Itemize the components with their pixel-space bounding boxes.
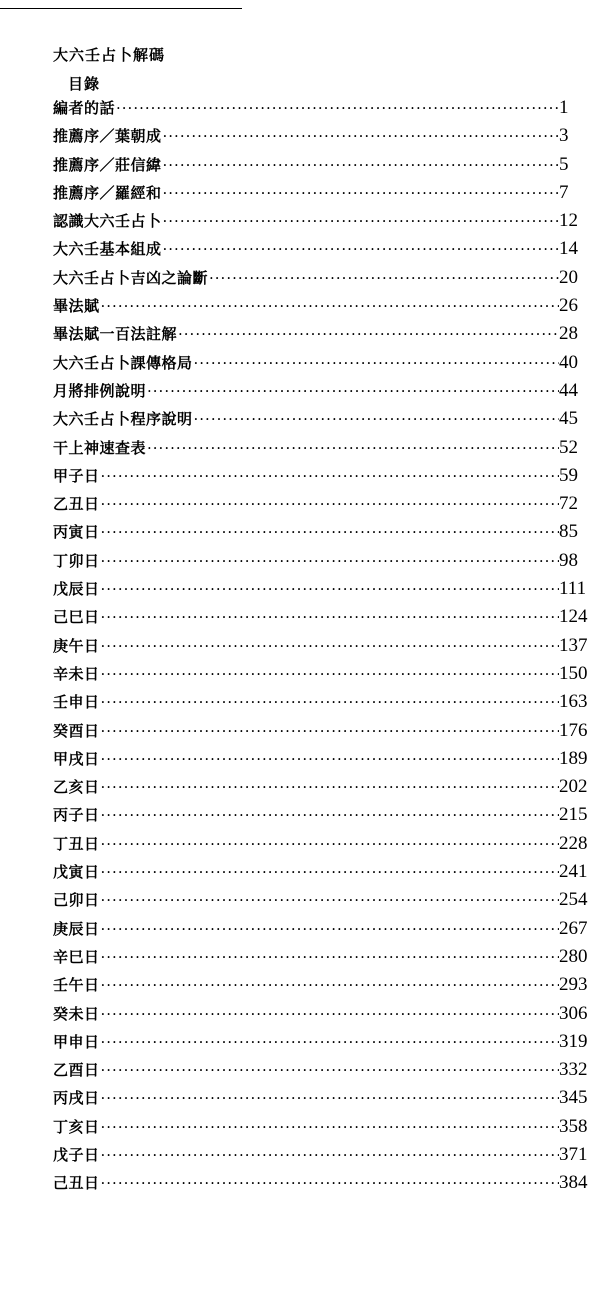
toc-entry[interactable]	[53, 323, 601, 351]
toc-entry[interactable]	[53, 691, 601, 719]
toc-entry-title: 己卯日	[53, 891, 100, 910]
toc-entry-title: 庚午日	[53, 636, 100, 655]
toc-entry-page-number: 176	[559, 719, 588, 741]
toc-entry[interactable]	[53, 1144, 601, 1172]
toc-entry-page-number: 124	[559, 606, 588, 628]
dot-leader	[100, 523, 559, 541]
toc-entry-page-number: 14	[559, 238, 578, 260]
toc-entry[interactable]	[53, 521, 601, 549]
toc-entry[interactable]	[53, 635, 601, 663]
dot-leader	[100, 495, 559, 513]
toc-entry-page-number: 358	[559, 1115, 588, 1137]
toc-entry-title: 戊辰日	[53, 580, 100, 599]
toc-entry-page-number: 371	[559, 1143, 588, 1165]
toc-entry[interactable]	[53, 352, 601, 380]
toc-entry-title: 癸酉日	[53, 721, 100, 740]
dot-leader	[100, 806, 559, 824]
toc-entry[interactable]	[53, 408, 601, 436]
toc-entry-page-number: 59	[559, 464, 578, 486]
dot-leader	[100, 948, 559, 966]
toc-entry-page-number: 137	[559, 634, 588, 656]
toc-entry-title: 丙寅日	[53, 523, 100, 542]
toc-entry-page-number: 3	[559, 125, 569, 147]
toc-entry-title: 己巳日	[53, 608, 100, 627]
toc-entry[interactable]	[53, 125, 601, 153]
toc-entry-title: 甲子日	[53, 466, 100, 485]
toc-entry[interactable]	[53, 550, 601, 578]
toc-entry[interactable]	[53, 437, 601, 465]
dot-leader	[100, 297, 559, 315]
toc-entry[interactable]	[53, 776, 601, 804]
dot-leader	[146, 382, 559, 400]
top-rule	[0, 8, 242, 9]
toc-entry-title: 大六壬占卜課傳格局	[53, 353, 193, 372]
table-of-contents	[53, 97, 601, 1201]
toc-entry-title: 辛未日	[53, 664, 100, 683]
toc-entry-title: 丁亥日	[53, 1117, 100, 1136]
dot-leader	[162, 212, 559, 230]
toc-entry-page-number: 12	[559, 210, 578, 232]
toc-entry-page-number: 280	[559, 945, 588, 967]
toc-entry-page-number: 28	[559, 323, 578, 345]
toc-entry[interactable]	[53, 97, 601, 125]
toc-entry[interactable]	[53, 1003, 601, 1031]
toc-entry-page-number: 20	[559, 266, 578, 288]
toc-entry-page-number: 293	[559, 974, 588, 996]
toc-entry-title: 丙戌日	[53, 1089, 100, 1108]
toc-entry-title: 丙子日	[53, 806, 100, 825]
toc-entry-title: 癸未日	[53, 1004, 100, 1023]
toc-entry[interactable]	[53, 606, 601, 634]
toc-entry-page-number: 98	[559, 549, 578, 571]
dot-leader	[208, 269, 559, 287]
dot-leader	[177, 325, 559, 343]
dot-leader	[100, 580, 559, 598]
dot-leader	[100, 467, 559, 485]
toc-entry[interactable]	[53, 833, 601, 861]
toc-entry[interactable]	[53, 1116, 601, 1144]
dot-leader	[100, 1089, 559, 1107]
toc-entry-title: 壬申日	[53, 693, 100, 712]
dot-leader	[100, 1118, 559, 1136]
toc-entry[interactable]	[53, 1059, 601, 1087]
toc-entry[interactable]	[53, 295, 601, 323]
toc-entry-page-number: 40	[559, 351, 578, 373]
toc-entry[interactable]	[53, 889, 601, 917]
toc-entry[interactable]	[53, 918, 601, 946]
toc-entry-page-number: 5	[559, 153, 569, 175]
toc-entry-page-number: 189	[559, 747, 588, 769]
toc-entry-title: 大六壬占卜吉凶之論斷	[53, 268, 209, 287]
toc-entry-title: 甲戌日	[53, 749, 100, 768]
toc-entry-page-number: 241	[559, 861, 588, 883]
toc-entry-page-number: 254	[559, 889, 588, 911]
dot-leader	[100, 722, 559, 740]
toc-entry-title: 畢法賦一百法註解	[53, 325, 178, 344]
toc-entry[interactable]	[53, 578, 601, 606]
toc-entry-title: 戊寅日	[53, 863, 100, 882]
toc-entry-title: 大六壬占卜程序說明	[53, 410, 193, 429]
toc-entry-page-number: 345	[559, 1087, 588, 1109]
dot-leader	[100, 608, 559, 626]
toc-entry-page-number: 52	[559, 436, 578, 458]
toc-entry-title: 月將排例說明	[53, 381, 147, 400]
dot-leader	[162, 156, 559, 174]
toc-entry-page-number: 228	[559, 832, 588, 854]
toc-entry-page-number: 26	[559, 295, 578, 317]
toc-entry[interactable]	[53, 861, 601, 889]
dot-leader	[100, 665, 559, 683]
dot-leader	[100, 1061, 559, 1079]
toc-entry-title: 干上神速查表	[53, 438, 147, 457]
toc-entry-page-number: 306	[559, 1002, 588, 1024]
toc-entry-title: 乙酉日	[53, 1061, 100, 1080]
dot-leader	[100, 835, 559, 853]
dot-leader	[100, 891, 559, 909]
dot-leader	[100, 637, 559, 655]
toc-entry-page-number: 150	[559, 662, 588, 684]
toc-entry[interactable]	[53, 974, 601, 1002]
toc-entry-page-number: 319	[559, 1030, 588, 1052]
toc-entry-page-number: 267	[559, 917, 588, 939]
toc-entry[interactable]	[53, 1172, 601, 1200]
toc-entry-title: 編者的話	[53, 99, 116, 117]
toc-entry-title: 乙丑日	[53, 495, 100, 514]
toc-entry-page-number: 332	[559, 1059, 588, 1081]
toc-entry-page-number: 7	[559, 181, 569, 203]
toc-entry-page-number: 215	[559, 804, 588, 826]
dot-leader	[162, 127, 559, 145]
dot-leader	[115, 99, 559, 117]
toc-entry-page-number: 72	[559, 493, 578, 515]
toc-entry[interactable]	[53, 946, 601, 974]
toc-entry[interactable]	[53, 1031, 601, 1059]
toc-entry[interactable]	[53, 267, 601, 295]
toc-entry-page-number: 163	[559, 691, 588, 713]
toc-entry[interactable]	[53, 182, 601, 210]
toc-entry-title: 壬午日	[53, 976, 100, 995]
toc-entry-title: 推薦序／葉朝成	[53, 127, 162, 146]
dot-leader	[100, 920, 559, 938]
toc-entry[interactable]	[53, 720, 601, 748]
toc-entry[interactable]	[53, 154, 601, 182]
toc-entry-title: 甲申日	[53, 1032, 100, 1051]
toc-entry[interactable]	[53, 380, 601, 408]
dot-leader	[100, 976, 559, 994]
dot-leader	[193, 410, 559, 428]
toc-entry-page-number: 85	[559, 521, 578, 543]
dot-leader	[100, 750, 559, 768]
toc-entry-title: 己丑日	[53, 1174, 100, 1193]
toc-heading: 目錄	[68, 75, 101, 93]
dot-leader	[100, 552, 559, 570]
toc-entry-title: 丁卯日	[53, 551, 100, 570]
toc-entry-title: 庚辰日	[53, 919, 100, 938]
toc-entry-title: 大六壬基本組成	[53, 240, 162, 259]
dot-leader	[100, 863, 559, 881]
toc-entry-title: 推薦序／莊信緯	[53, 155, 162, 174]
toc-entry[interactable]	[53, 238, 601, 266]
toc-entry-page-number: 1	[559, 97, 569, 118]
toc-entry-title: 畢法賦	[53, 297, 100, 316]
toc-entry-page-number: 111	[559, 578, 587, 600]
toc-entry-title: 戊子日	[53, 1145, 100, 1164]
book-title: 大六壬占卜解碼	[53, 46, 166, 64]
toc-entry[interactable]	[53, 1087, 601, 1115]
toc-entry-title: 推薦序／羅經和	[53, 183, 162, 202]
toc-entry[interactable]	[53, 804, 601, 832]
toc-entry-title: 乙亥日	[53, 778, 100, 797]
dot-leader	[100, 1174, 559, 1192]
dot-leader	[193, 354, 559, 372]
toc-entry[interactable]	[53, 210, 601, 238]
dot-leader	[100, 778, 559, 796]
toc-entry[interactable]	[53, 493, 601, 521]
dot-leader	[100, 693, 559, 711]
dot-leader	[100, 1146, 559, 1164]
dot-leader	[162, 240, 559, 258]
toc-entry[interactable]	[53, 663, 601, 691]
dot-leader	[100, 1005, 559, 1023]
dot-leader	[162, 184, 559, 202]
toc-entry-page-number: 44	[559, 379, 578, 401]
toc-entry-page-number: 45	[559, 408, 578, 430]
toc-entry-title: 辛巳日	[53, 947, 100, 966]
toc-entry-page-number: 384	[559, 1172, 588, 1194]
toc-entry-title: 認識大六壬占卜	[53, 212, 162, 231]
dot-leader	[146, 439, 559, 457]
dot-leader	[100, 1033, 559, 1051]
toc-entry-page-number: 202	[559, 776, 588, 798]
toc-entry[interactable]	[53, 748, 601, 776]
toc-entry[interactable]	[53, 465, 601, 493]
toc-entry-title: 丁丑日	[53, 834, 100, 853]
